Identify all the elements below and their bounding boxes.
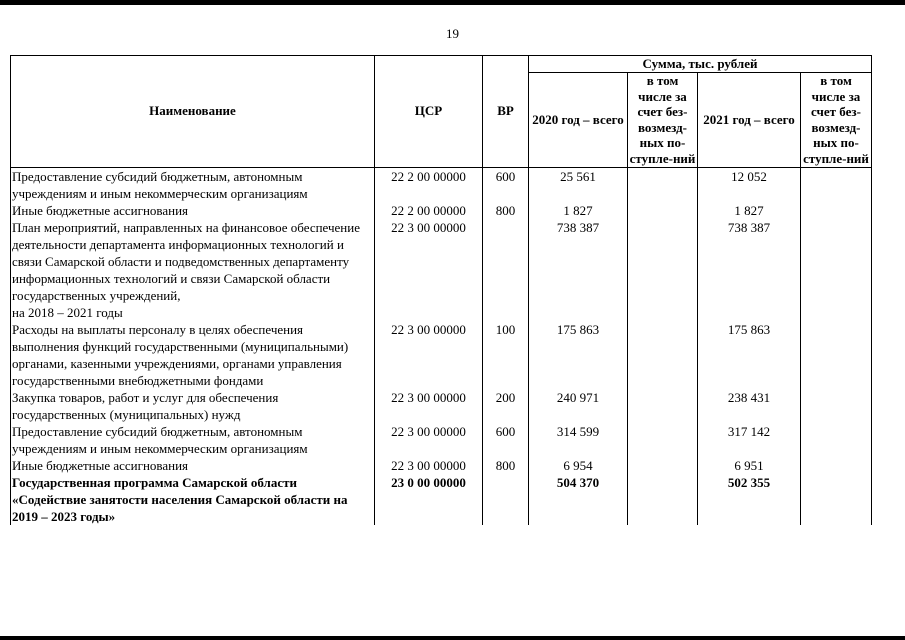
cell-csr: 22 3 00 00000: [375, 321, 483, 389]
cell-vr: 600: [483, 423, 529, 457]
cell-2020-total: 175 863: [529, 321, 628, 389]
cell-vr: [483, 219, 529, 321]
cell-name: Предоставление субсидий бюджетным, автономным учреждениям и иным некоммерческим организациям: [11, 167, 375, 202]
cell-name: Государственная программа Самарской области «Содействие занятости населения Самарской области на 2019 – 2023 годы»: [11, 474, 375, 525]
header-row-1: [11, 56, 872, 73]
cell-2021-free: [801, 219, 872, 321]
cell-name: Иные бюджетные ассигнования: [11, 202, 375, 219]
cell-2021-total: 502 355: [698, 474, 801, 525]
cell-name: Расходы на выплаты персоналу в целях обеспечения выполнения функций государственными (муниципальными) органами, казенными учреждениями, органами управления государственными внебюджетными фондами: [11, 321, 375, 389]
cell-2020-free: [628, 474, 698, 525]
header-2021-free: в том числе за счет без-возмезд-ных по-ступле-ний: [801, 73, 872, 168]
cell-csr: 22 3 00 00000: [375, 423, 483, 457]
cell-2021-free: [801, 423, 872, 457]
cell-csr: 22 2 00 00000: [375, 167, 483, 202]
cell-vr: 800: [483, 202, 529, 219]
cell-2020-free: [628, 321, 698, 389]
header-sum: Сумма, тыс. рублей: [529, 56, 872, 73]
cell-2021-total: 175 863: [698, 321, 801, 389]
header-2021-total: 2021 год – всего: [698, 73, 801, 168]
table-row: [11, 389, 872, 423]
cell-2021-free: [801, 389, 872, 423]
cell-2021-total: 238 431: [698, 389, 801, 423]
cell-2021-free: [801, 321, 872, 389]
cell-csr: 22 3 00 00000: [375, 457, 483, 474]
cell-2021-total: 6 951: [698, 457, 801, 474]
table-row: [11, 474, 872, 525]
cell-2021-total: 317 142: [698, 423, 801, 457]
table-row: [11, 423, 872, 457]
cell-2021-free: [801, 167, 872, 202]
bottom-border: [0, 636, 905, 640]
cell-2020-free: [628, 167, 698, 202]
cell-2020-total: 1 827: [529, 202, 628, 219]
cell-2020-total: 240 971: [529, 389, 628, 423]
cell-vr: 600: [483, 167, 529, 202]
cell-name: План мероприятий, направленных на финансовое обеспечение деятельности департамента информационных технологий и связи Самарской области и подведомственных департаменту информационных технологий и связи Самарской области государственных учреждений, на 2018 – 2021 годы: [11, 219, 375, 321]
header-vr: ВР: [483, 56, 529, 168]
cell-2020-total: 738 387: [529, 219, 628, 321]
cell-2021-free: [801, 474, 872, 525]
top-border: [0, 0, 905, 5]
cell-vr: 800: [483, 457, 529, 474]
table-body: [11, 167, 872, 525]
cell-2021-total: 1 827: [698, 202, 801, 219]
cell-2021-free: [801, 202, 872, 219]
table-row: [11, 167, 872, 202]
cell-2020-total: 25 561: [529, 167, 628, 202]
cell-2021-free: [801, 457, 872, 474]
cell-2020-free: [628, 457, 698, 474]
cell-vr: 200: [483, 389, 529, 423]
cell-2021-total: 12 052: [698, 167, 801, 202]
cell-2020-free: [628, 389, 698, 423]
cell-csr: 22 3 00 00000: [375, 219, 483, 321]
header-name: Наименование: [11, 56, 375, 168]
cell-vr: 100: [483, 321, 529, 389]
cell-2020-total: 314 599: [529, 423, 628, 457]
cell-csr: 23 0 00 00000: [375, 474, 483, 525]
budget-table: [10, 55, 872, 525]
cell-2020-total: 6 954: [529, 457, 628, 474]
table-row: [11, 219, 872, 321]
cell-name: Закупка товаров, работ и услуг для обеспечения государственных (муниципальных) нужд: [11, 389, 375, 423]
header-csr: ЦСР: [375, 56, 483, 168]
header-2020-total: 2020 год – всего: [529, 73, 628, 168]
table-row: [11, 457, 872, 474]
page-number: 19: [446, 26, 459, 41]
table-row: [11, 321, 872, 389]
header-2020-free: в том числе за счет без-возмезд-ных по-ступле-ний: [628, 73, 698, 168]
cell-2020-free: [628, 202, 698, 219]
cell-csr: 22 3 00 00000: [375, 389, 483, 423]
cell-2020-free: [628, 423, 698, 457]
cell-2021-total: 738 387: [698, 219, 801, 321]
cell-name: Предоставление субсидий бюджетным, автономным учреждениям и иным некоммерческим организациям: [11, 423, 375, 457]
cell-csr: 22 2 00 00000: [375, 202, 483, 219]
cell-name: Иные бюджетные ассигнования: [11, 457, 375, 474]
cell-2020-total: 504 370: [529, 474, 628, 525]
table-row: [11, 202, 872, 219]
cell-2020-free: [628, 219, 698, 321]
cell-vr: [483, 474, 529, 525]
